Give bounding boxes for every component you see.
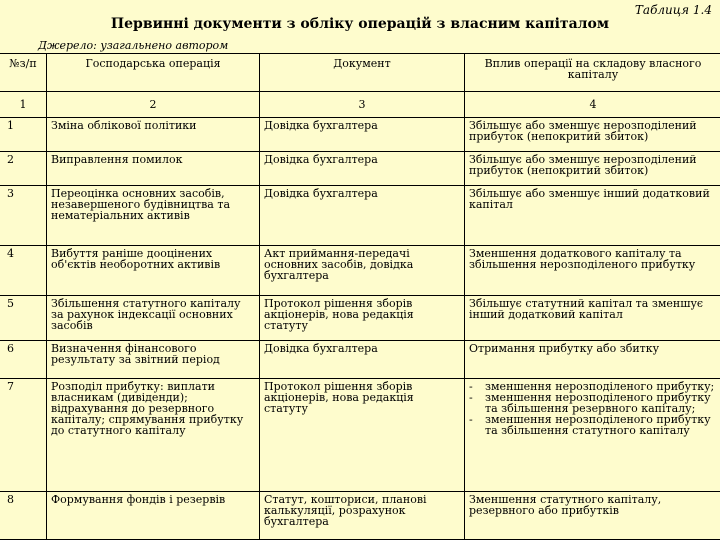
document-title: Первинні документи з обліку операцій з власним капіталом: [110, 16, 610, 32]
table-row: [0, 186, 720, 246]
table-row: [0, 246, 720, 296]
row-document: Довідка бухгалтера: [260, 341, 465, 379]
row-number: 8: [0, 492, 47, 540]
table-body: [0, 118, 720, 540]
effect-list-item: - зменшення нерозподіленого прибутку та збільшення статутного капіталу: [469, 414, 717, 436]
row-document: Протокол рішення зборів акціонерів, нова редакція статуту: [260, 296, 465, 341]
header-document: Документ: [260, 54, 465, 92]
row-operation: Розподіл прибутку: виплати власникам (дивіденди); відрахування до резервного капіталу; спрямування прибутку до статутного капіталу: [47, 379, 260, 492]
column-number: 1: [0, 92, 47, 118]
table-row: [0, 341, 720, 379]
row-number: 6: [0, 341, 47, 379]
row-operation: Формування фондів і резервів: [47, 492, 260, 540]
row-effect: Збільшує або зменшує інший додатковий капітал: [465, 186, 720, 246]
row-operation: Зміна облікової політики: [47, 118, 260, 152]
column-number-row: [0, 92, 720, 118]
row-document: Акт приймання-передачі основних засобів, довідка бухгалтера: [260, 246, 465, 296]
row-operation: Збільшення статутного капіталу за рахунок індексації основних засобів: [47, 296, 260, 341]
row-number: 1: [0, 118, 47, 152]
row-number: 7: [0, 379, 47, 492]
documents-table: [0, 53, 720, 540]
row-effect: Збільшує або зменшує нерозподілений прибуток (непокритий збиток): [465, 152, 720, 186]
row-effect: Збільшує або зменшує нерозподілений прибуток (непокритий збиток): [465, 118, 720, 152]
row-operation: Виправлення помилок: [47, 152, 260, 186]
row-operation: Переоцінка основних засобів, незавершеного будівництва та нематеріальних активів: [47, 186, 260, 246]
row-effect: Зменшення додаткового капіталу та збільшення нерозподіленого прибутку: [465, 246, 720, 296]
table-row: [0, 492, 720, 540]
table-caption: Таблиця 1.4: [634, 3, 712, 17]
row-document: Статут, кошториси, планові калькуляції, розрахунок бухгалтера: [260, 492, 465, 540]
column-number: 2: [47, 92, 260, 118]
row-effect: Зменшення статутного капіталу, резервного або прибутків: [465, 492, 720, 540]
effect-list: [469, 381, 717, 436]
row-effect: Збільшує статутний капітал та зменшує інший додатковий капітал: [465, 296, 720, 341]
row-number: 3: [0, 186, 47, 246]
row-number: 5: [0, 296, 47, 341]
header-num: №з/п: [0, 54, 47, 92]
header-operation: Господарська операція: [47, 54, 260, 92]
row-document: Довідка бухгалтера: [260, 118, 465, 152]
column-number: 4: [465, 92, 720, 118]
column-number: 3: [260, 92, 465, 118]
row-effect: Отримання прибутку або збитку: [465, 341, 720, 379]
table-row: [0, 152, 720, 186]
row-effect: [465, 379, 720, 492]
row-number: 4: [0, 246, 47, 296]
row-operation: Визначення фінансового результату за звітний період: [47, 341, 260, 379]
row-operation: Вибуття раніше дооцінених об'єктів необоротних активів: [47, 246, 260, 296]
header-effect: Вплив операції на складову власного капіталу: [465, 54, 720, 92]
table-row: [0, 379, 720, 492]
table-row: [0, 296, 720, 341]
row-document: Протокол рішення зборів акціонерів, нова редакція статуту: [260, 379, 465, 492]
source-note: Джерело: узагальнено автором: [38, 39, 229, 52]
effect-list-item: - зменшення нерозподіленого прибутку;: [469, 381, 717, 392]
row-document: Довідка бухгалтера: [260, 186, 465, 246]
header-row: [0, 54, 720, 92]
row-number: 2: [0, 152, 47, 186]
effect-list-item: - зменшення нерозподіленого прибутку та збільшення резервного капіталу;: [469, 392, 717, 414]
row-document: Довідка бухгалтера: [260, 152, 465, 186]
table-row: [0, 118, 720, 152]
